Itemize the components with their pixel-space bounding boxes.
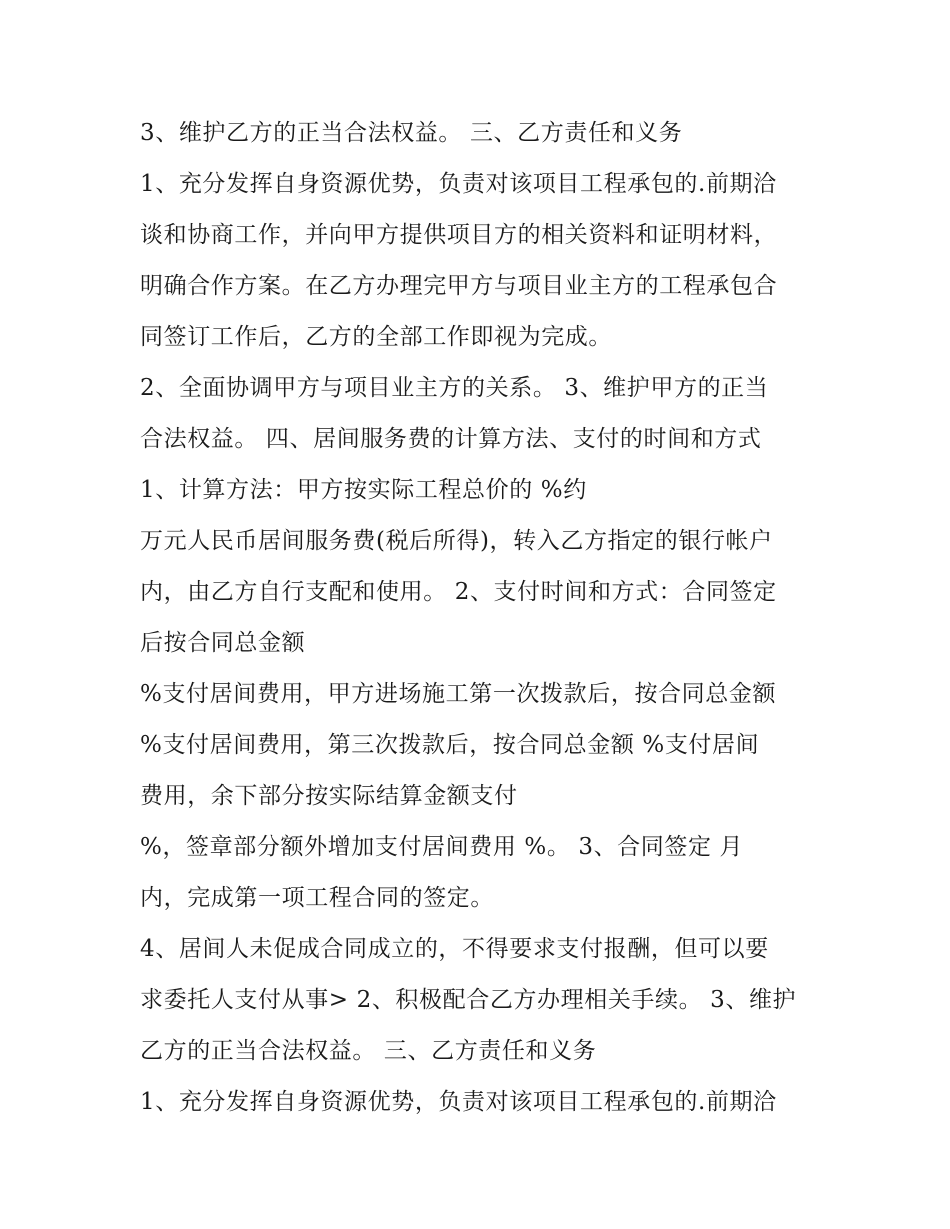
text-line-7: 合法权益。 四、居间服务费的计算方法、支付的时间和方式 xyxy=(140,426,762,452)
text-line-15: %，签章部分额外增加支付居间费用 %。 3、合同签定 月 xyxy=(140,834,744,860)
text-line-10: 内，由乙方自行支配和使用。 2、支付时间和方式：合同签定 xyxy=(140,579,777,605)
text-line-18: 求委托人支付从事> 2、积极配合乙方办理相关手续。 3、维护 xyxy=(140,987,797,1013)
text-line-17: 4、居间人未促成合同成立的，不得要求支付报酬，但可以要 xyxy=(140,936,769,962)
text-line-5: 同签订工作后，乙方的全部工作即视为完成。 xyxy=(140,324,612,350)
text-line-12: %支付居间费用，甲方进场施工第一次拨款后，按合同总金额 xyxy=(140,681,777,707)
text-line-9: 万元人民币居间服务费(税后所得)，转入乙方指定的银行帐户 xyxy=(140,528,773,554)
text-line-8: 1、计算方法：甲方按实际工程总价的 %约 xyxy=(140,477,587,503)
text-line-11: 后按合同总金额 xyxy=(140,630,306,656)
text-line-3: 谈和协商工作，并向甲方提供项目方的相关资料和证明材料， xyxy=(140,222,778,248)
text-line-16: 内，完成第一项工程合同的签定。 xyxy=(140,885,494,911)
text-line-1: 3、维护乙方的正当合法权益。 三、乙方责任和义务 xyxy=(140,120,683,146)
text-line-4: 明确合作方案。在乙方办理完甲方与项目业主方的工程承包合 xyxy=(140,273,778,299)
text-line-2: 1、充分发挥自身资源优势，负责对该项目工程承包的.前期洽 xyxy=(140,171,777,197)
text-line-14: 费用，余下部分按实际结算金额支付 xyxy=(140,783,518,809)
text-line-20: 1、充分发挥自身资源优势，负责对该项目工程承包的.前期洽 xyxy=(140,1089,777,1115)
text-line-19: 乙方的正当合法权益。 三、乙方责任和义务 xyxy=(140,1038,597,1064)
document-body xyxy=(140,108,820,1128)
text-line-13: %支付居间费用，第三次拨款后，按合同总金额 %支付居间 xyxy=(140,732,760,758)
text-line-6: 2、全面协调甲方与项目业主方的关系。 3、维护甲方的正当 xyxy=(140,375,769,401)
